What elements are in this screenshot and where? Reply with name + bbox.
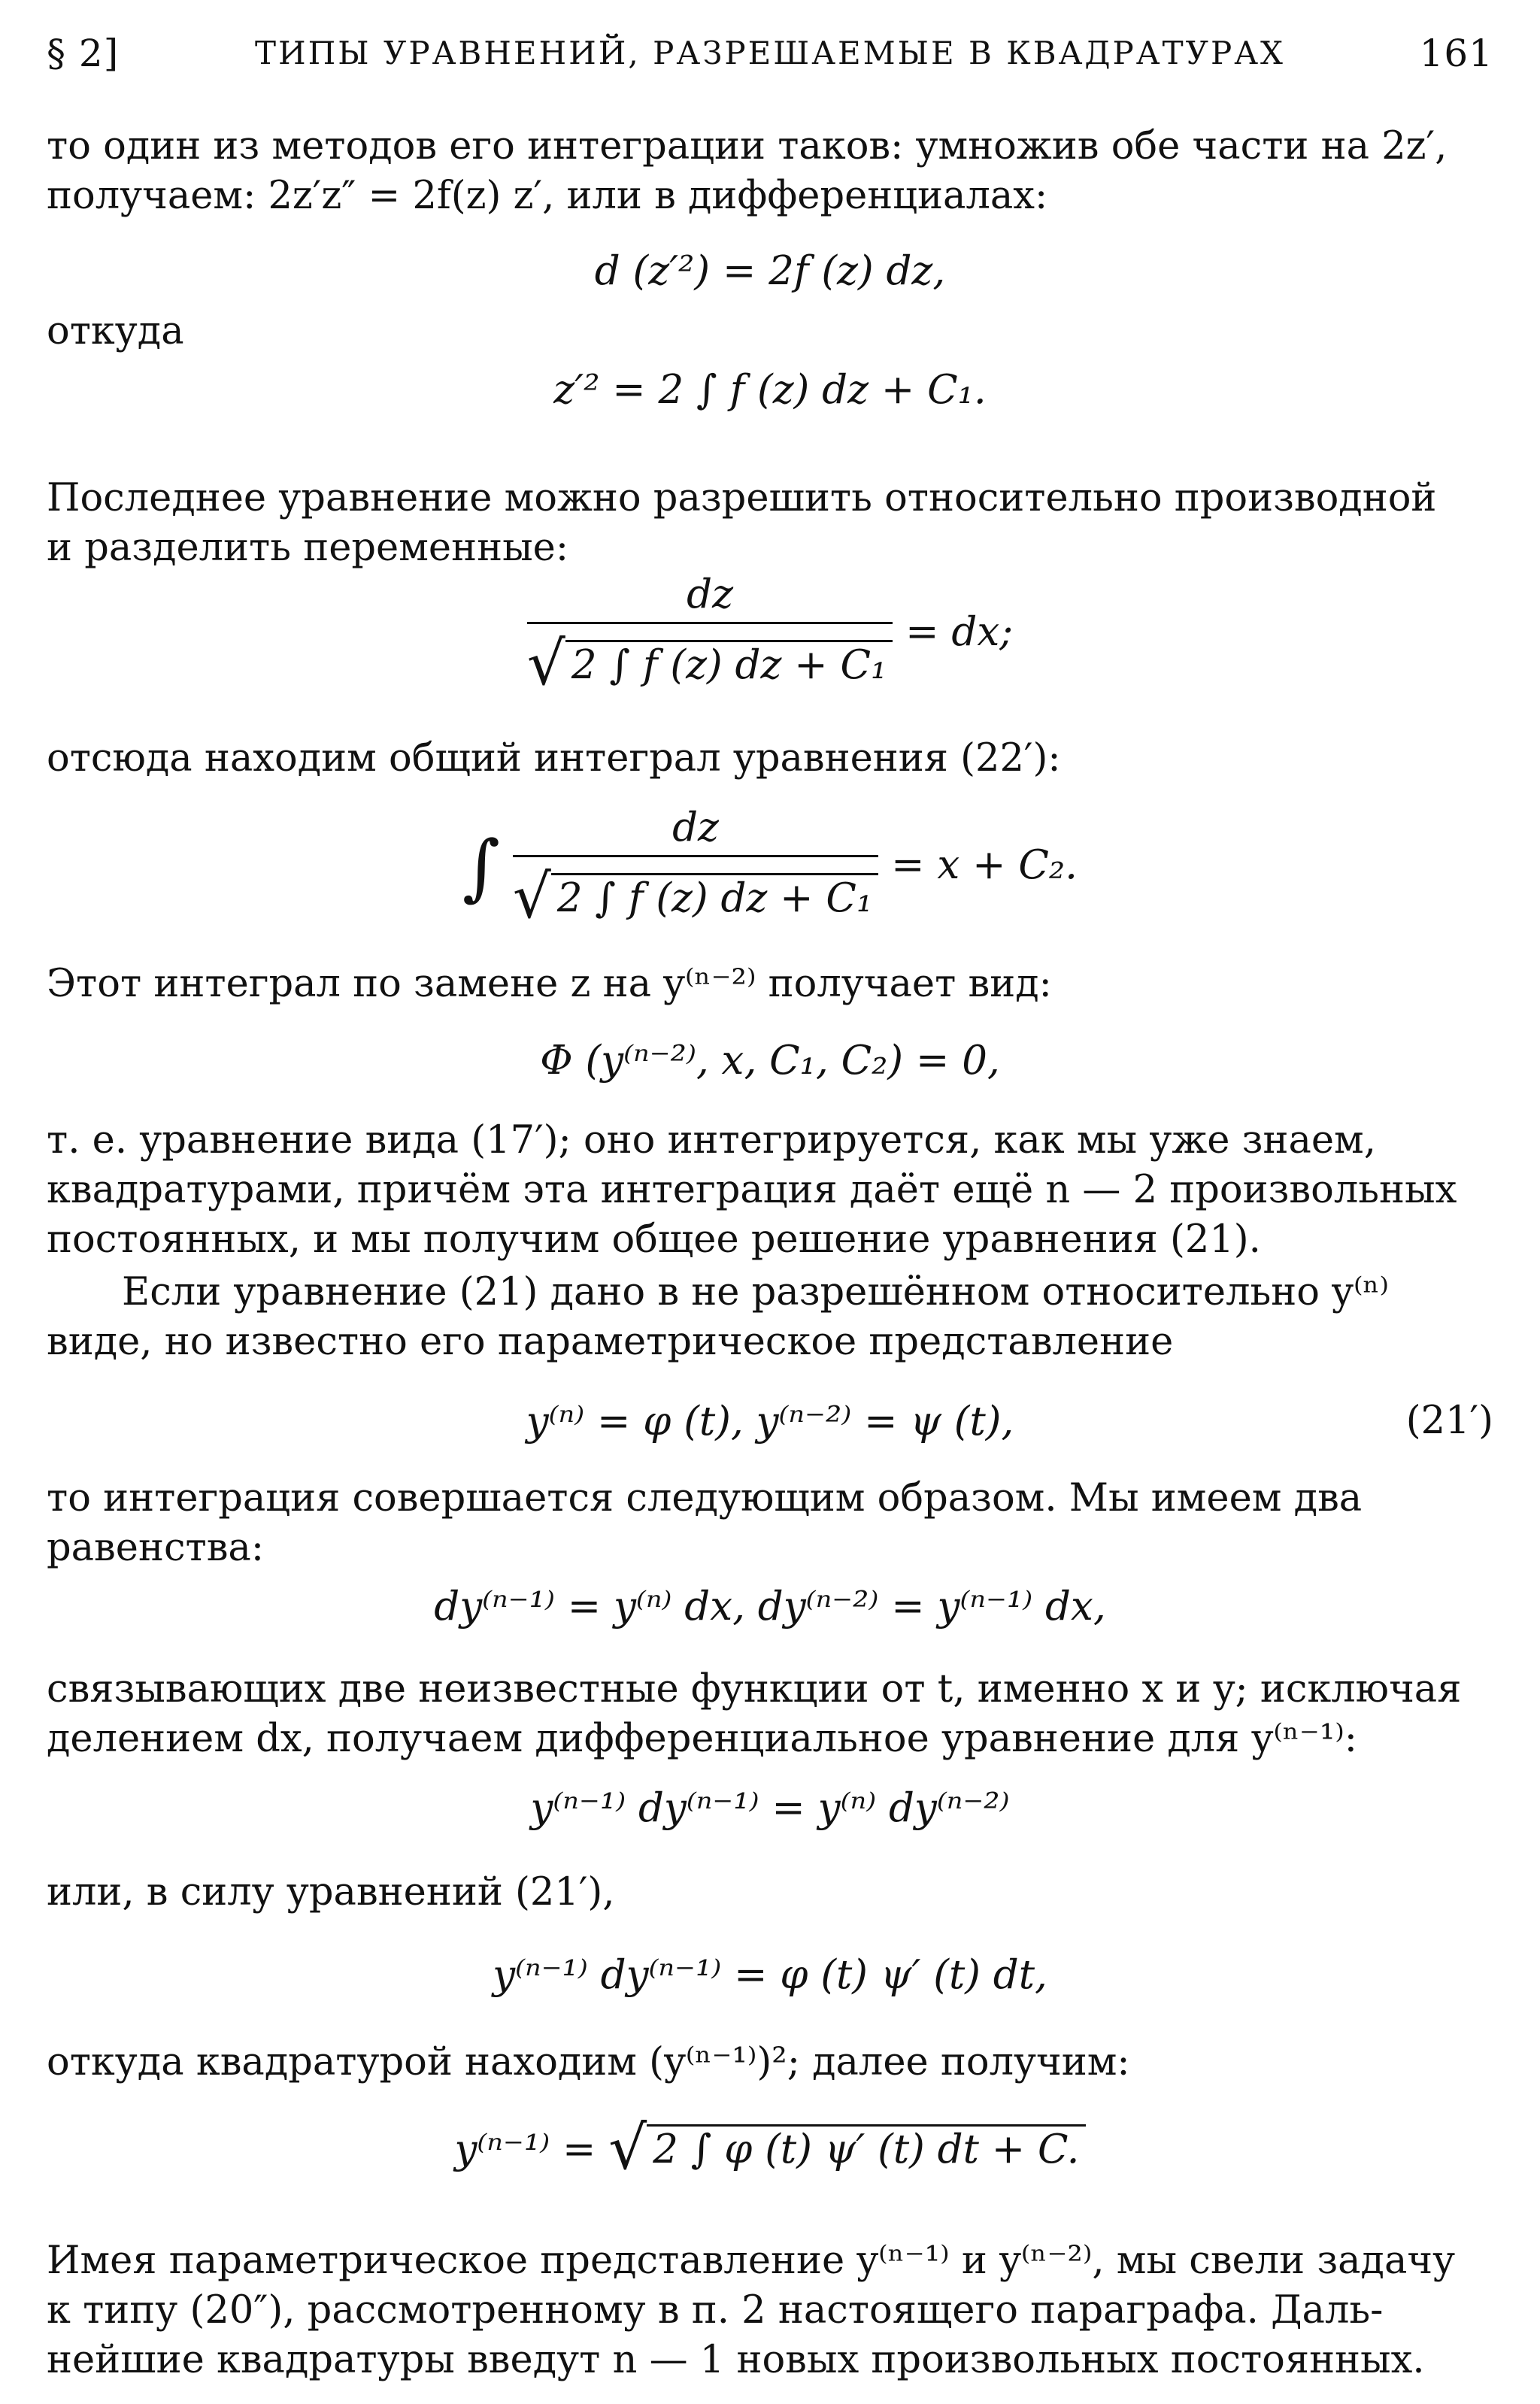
equation-5: Φ (y⁽ⁿ⁻²⁾, x, C₁, C₂) = 0, [540,1038,1000,1084]
equation-7: dy⁽ⁿ⁻¹⁾ = y⁽ⁿ⁾ dx, dy⁽ⁿ⁻²⁾ = y⁽ⁿ⁻¹⁾ dx, [434,1584,1106,1629]
text-line: откуда [47,309,184,353]
equation-4 [0,805,1540,932]
radicand: 2 ∫ f (z) dz + C₁ [565,640,893,688]
text-line: или, в силу уравнений (21′), [47,1870,615,1914]
text-line: виде, но известно его параметрическое представление [47,1320,1174,1364]
text-line: то интеграция совершается следующим образом. Мы имеем два [47,1476,1363,1520]
equation-number: (21′) [1405,1399,1493,1443]
paragraph-5 [47,1116,1493,1265]
paragraph-1 [47,122,1493,221]
fraction [513,805,878,932]
paragraph-6 [47,1268,1493,1367]
paragraph-4 [47,959,1493,1009]
equation-3 [0,571,1540,699]
paragraph-11 [47,2236,1493,2385]
integral-sign: ∫ [462,825,501,909]
fraction-numerator: dz [513,805,878,857]
text-line: Если уравнение (21) дано в не разрешённом относительно y⁽ⁿ⁾ [122,1270,1390,1314]
equation-rhs: = dx; [905,609,1014,655]
text-line: Этот интеграл по замене z на y⁽ⁿ⁻²⁾ получает вид: [47,962,1052,1006]
page-number: 161 [1419,32,1493,75]
equation-9: y⁽ⁿ⁻¹⁾ dy⁽ⁿ⁻¹⁾ = φ (t) ψ′ (t) dt, [493,1952,1047,1998]
radicand: 2 ∫ φ (t) ψ′ (t) dt + C. [647,2124,1085,2172]
equation-6: y⁽ⁿ⁾ = φ (t), y⁽ⁿ⁻²⁾ = ψ (t), [526,1399,1014,1445]
text-line: делением dx, получаем дифференциальное уравнение для y⁽ⁿ⁻¹⁾: [47,1717,1357,1761]
text-line: то один из методов его интеграции таков: умножив обе части на 2z′, [47,124,1448,168]
equation-10 [0,2113,1540,2183]
fraction [527,571,893,699]
radical-sign: √ [512,862,551,932]
paragraph-9 [47,1868,1493,1917]
text-line: Имея параметрическое представление y⁽ⁿ⁻¹⁾ и y⁽ⁿ⁻²⁾, мы свели задачу [47,2239,1456,2283]
equation-2: z′² = 2 ∫ f (z) dz + C₁. [553,367,987,413]
text-line: связывающих две неизвестные функции от t, именно x и y; исключая [47,1667,1462,1711]
equation-8: y⁽ⁿ⁻¹⁾ dy⁽ⁿ⁻¹⁾ = y⁽ⁿ⁾ dy⁽ⁿ⁻²⁾ [530,1785,1010,1831]
text-line: и разделить переменные: [47,526,569,570]
equation-lhs: y⁽ⁿ⁻¹⁾ = [454,2127,596,2172]
fraction-denominator [513,857,878,932]
radical-sign: √ [608,2113,647,2183]
running-title: ТИПЫ УРАВНЕНИЙ, РАЗРЕШАЕМЫЕ В КВАДРАТУРАХ [255,35,1285,71]
equation-1: d (z′²) = 2f (z) dz, [594,248,946,294]
running-header [47,27,1493,80]
section-marker: § 2] [47,32,120,75]
text-line: нейшие квадратуры введут n — 1 новых произвольных постоянных. [47,2338,1425,2382]
paragraph-7 [47,1474,1493,1573]
paragraph-otkuda [47,307,1493,356]
text-line: получаем: 2z′z″ = 2f(z) z′, или в дифференциалах: [47,174,1048,218]
text-line: т. е. уравнение вида (17′); оно интегрируется, как мы уже знаем, [47,1118,1376,1163]
text-line: к типу (20″), рассмотренному в п. 2 настоящего параграфа. Даль- [47,2288,1384,2333]
paragraph-10 [47,2038,1493,2087]
text-line: откуда квадратурой находим (y⁽ⁿ⁻¹⁾)²; далее получим: [47,2040,1130,2084]
text-line: равенства: [47,1526,265,1570]
text-line: отсюда находим общий интеграл уравнения (22′): [47,736,1061,781]
fraction-denominator [527,624,893,699]
equation-rhs: = x + C₂. [891,842,1078,888]
fraction-numerator: dz [527,571,893,624]
text-line: квадратурами, причём эта интеграция даёт ещё n — 2 произвольных [47,1168,1457,1212]
radicand: 2 ∫ f (z) dz + C₁ [551,873,878,921]
paragraph-8 [47,1665,1493,1764]
paragraph-3 [47,734,1493,784]
text-line: постоянных, и мы получим общее решение уравнения (21). [47,1217,1261,1262]
radical-sign: √ [526,629,565,699]
paragraph-2 [47,474,1493,573]
text-line: Последнее уравнение можно разрешить относительно производной [47,476,1437,520]
